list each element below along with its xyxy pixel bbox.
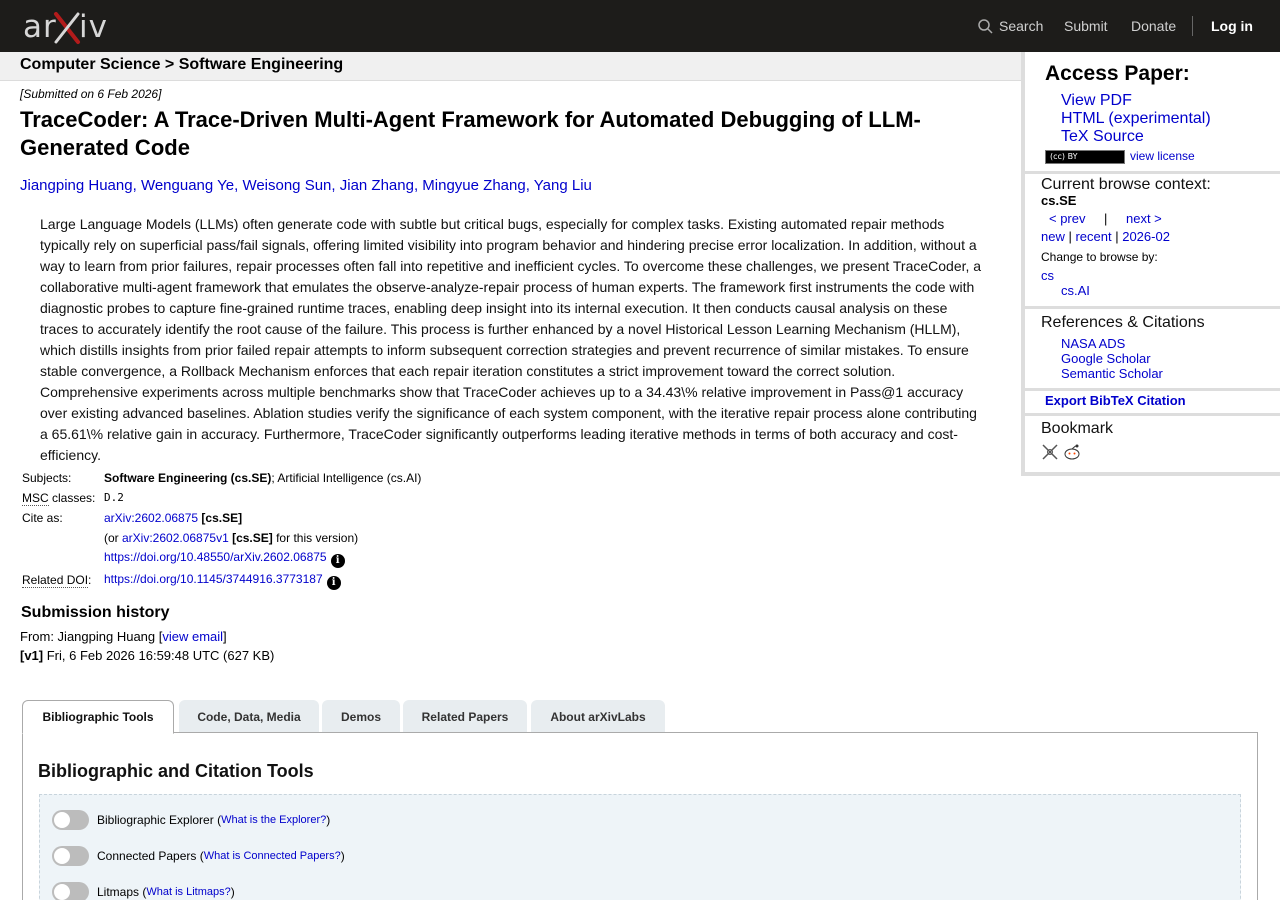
tool-help-link[interactable]: What is Connected Papers?: [203, 850, 341, 862]
related-doi-abbr: Related DOI: [22, 573, 89, 587]
tab-bibliographic-tools[interactable]: Bibliographic Tools: [22, 700, 174, 734]
toggle-switch[interactable]: [52, 846, 89, 866]
logo-text-right: iv: [79, 9, 108, 45]
bookmark-title: Bookmark: [1041, 420, 1114, 437]
arxiv-logo[interactable]: [23, 9, 115, 45]
submission-history-title: Submission history: [21, 604, 170, 621]
cite-version-text: for this version): [272, 531, 359, 545]
paper-title: TraceCoder: A Trace-Driven Multi-Agent Framework for Automated Debugging of LLM-Generated Code: [20, 107, 921, 160]
cite-as-label: Cite as:: [22, 511, 63, 525]
abstract: Large Language Models (LLMs) often generate code with subtle but critical bugs, especially for complex tasks. Existing automated repair methods typically rely on superficial pass/fail signals, offering limited visibility into program behavior and hindering precise error localization. In addition, without a way to learn from prior failures, repair processes often fall into repetitive and inefficient cycles. To overcome these challenges, we present TraceCoder, a collaborative multi-agent framework that emulates the observe-analyze-repair process of human experts. The framework first instruments the code with diagnostic probes to capture fine-grained runtime traces, enabling deep insight into its internal execution. It then conducts causal analysis on these traces to accurately identify the root cause of the failure. This process is further enhanced by a novel Historical Lesson Learning Mechanism (HLLM), which distills insights from prior failed repair attempts to inform subsequent correction strategies and prevent recurrence of similar mistakes. To ensure stable convergence, a Rollback Mechanism enforces that each repair iteration constitutes a strict improvement toward the correct solution. Comprehensive experiments across multiple benchmarks show that TraceCoder achieves up to a 34.43\% relative improvement in Pass@1 accuracy over existing advanced baselines. Ablation studies verify the significance of each system component, with the iterative repair process alone contributing a 65.61\% relative gain in accuracy. Furthermore, TraceCoder significantly outperforms leading iterative methods in terms of both accuracy and cost-efficiency.: [40, 216, 982, 463]
next-link[interactable]: next >: [1126, 211, 1162, 226]
toggle-switch[interactable]: [52, 882, 89, 900]
tool-row-connected-papers: Connected Papers ( What is Connected Papers? ): [52, 846, 345, 866]
tab-about-arxivlabs[interactable]: About arXivLabs: [531, 700, 665, 733]
cite-or-text: (or: [104, 531, 122, 545]
browse-context-block: [1025, 174, 1280, 309]
related-doi-label: [22, 573, 91, 587]
author-link[interactable]: Jiangping Huang: [20, 177, 133, 194]
semantic-scholar-link[interactable]: Semantic Scholar: [1061, 366, 1163, 381]
breadcrumb-bar: [0, 52, 1021, 81]
browse-cs-link[interactable]: cs: [1041, 268, 1054, 283]
login-link[interactable]: Log in: [1211, 18, 1253, 34]
new-link[interactable]: new: [1041, 229, 1065, 244]
references-title: References & Citations: [1041, 314, 1205, 331]
author-link[interactable]: Yang Liu: [533, 177, 592, 194]
nasa-ads-link[interactable]: NASA ADS: [1061, 336, 1126, 351]
version-line: [20, 648, 274, 663]
tool-row-litmaps: Litmaps ( What is Litmaps? ): [52, 882, 235, 900]
author-link[interactable]: Jian Zhang: [339, 177, 414, 194]
tex-source-link[interactable]: TeX Source: [1061, 128, 1144, 145]
info-icon[interactable]: i: [327, 576, 341, 590]
arxiv-v1-link[interactable]: arXiv:2602.06875v1: [122, 531, 229, 545]
tool-name: Bibliographic Explorer: [97, 813, 214, 827]
msc-label: [22, 491, 95, 505]
view-license-link[interactable]: view license: [1130, 149, 1195, 163]
top-bar: [0, 0, 1280, 52]
submitter-suffix: ]: [223, 629, 227, 644]
new-recent-month: new | recent | 2026-02: [1041, 229, 1170, 244]
search-label: Search: [999, 18, 1044, 34]
related-doi-line: [104, 572, 341, 590]
primary-subject: Software Engineering (cs.SE): [104, 471, 272, 485]
view-email-link[interactable]: view email: [162, 629, 224, 644]
tab-related-papers[interactable]: Related Papers: [403, 700, 527, 733]
subjects-value: [104, 471, 421, 485]
author-link[interactable]: Mingyue Zhang: [422, 177, 526, 194]
prev-link[interactable]: < prev: [1049, 211, 1086, 226]
cite-v1-category: [cs.SE]: [228, 531, 273, 545]
tool-row-explorer: Bibliographic Explorer ( What is the Explorer? ): [52, 810, 330, 830]
toggle-switch[interactable]: [52, 810, 89, 830]
submitter-line: [20, 629, 227, 644]
secondary-subjects: ; Artificial Intelligence (cs.AI): [271, 471, 422, 485]
submitter-text: From: Jiangping Huang [: [20, 629, 163, 644]
breadcrumb: Computer Science > Software Engineering: [20, 56, 344, 73]
references-block: [1025, 309, 1280, 391]
sidebar: [1021, 52, 1280, 476]
version-label: [v1]: [20, 648, 44, 663]
export-bibtex-link[interactable]: Export BibTeX Citation: [1045, 393, 1186, 408]
msc-value: D.2: [104, 491, 124, 504]
browse-context-title: Current browse context:: [1041, 176, 1211, 193]
version-text: Fri, 6 Feb 2026 16:59:48 UTC (627 KB): [43, 648, 275, 663]
reddit-icon[interactable]: [1063, 443, 1081, 461]
tool-name: Litmaps: [97, 885, 140, 899]
browse-context-value: cs.SE: [1041, 193, 1077, 208]
tool-help-link[interactable]: What is the Explorer?: [221, 814, 327, 826]
logo-x-icon: [53, 11, 81, 45]
access-paper-block: [1025, 52, 1280, 174]
cite-as-value: [104, 511, 242, 525]
submit-link[interactable]: Submit: [1064, 18, 1108, 34]
prev-next-separator: |: [1104, 211, 1108, 226]
author-link[interactable]: Weisong Sun: [242, 177, 332, 194]
msc-label-rest: classes:: [48, 491, 96, 505]
cc-license-icon[interactable]: (cc) BY: [1045, 150, 1125, 164]
info-icon[interactable]: i: [331, 554, 345, 568]
bibsonomy-icon[interactable]: [1041, 443, 1059, 461]
arxiv-id-link[interactable]: arXiv:2602.06875: [104, 511, 199, 525]
subjects-label: Subjects:: [22, 471, 72, 485]
bibtex-block: [1025, 391, 1280, 416]
recent-link[interactable]: recent: [1075, 229, 1112, 244]
search-icon: [978, 19, 993, 34]
tool-name: Connected Papers: [97, 849, 197, 863]
tab-demos[interactable]: Demos: [322, 700, 400, 733]
related-doi-colon: :: [88, 573, 92, 587]
msc-abbr: MSC: [22, 491, 49, 505]
html-experimental-link[interactable]: HTML (experimental): [1061, 110, 1211, 127]
tab-code-data-media[interactable]: Code, Data, Media: [179, 700, 319, 733]
panel-title: Bibliographic and Citation Tools: [38, 761, 314, 781]
nav-divider: [1192, 16, 1193, 36]
author-link[interactable]: Wenguang Ye: [140, 177, 235, 194]
change-browse-title: Change to browse by:: [1041, 250, 1158, 264]
doi-line: [104, 550, 345, 568]
donate-link[interactable]: Donate: [1131, 18, 1177, 34]
browse-csai-link[interactable]: cs.AI: [1061, 283, 1090, 298]
submission-date: [Submitted on 6 Feb 2026]: [20, 87, 162, 101]
view-pdf-link[interactable]: View PDF: [1061, 92, 1132, 109]
bookmark-icons: [1041, 443, 1081, 461]
logo-text-left: ar: [23, 9, 57, 45]
author-list: Jiangping Huang, Wenguang Ye, Weisong Sun, Jian Zhang, Mingyue Zhang, Yang Liu: [20, 177, 592, 194]
month-link[interactable]: 2026-02: [1122, 229, 1170, 244]
related-doi-link[interactable]: https://doi.org/10.1145/3744916.3773187: [104, 572, 323, 586]
search-link[interactable]: [978, 0, 1043, 52]
google-scholar-link[interactable]: Google Scholar: [1061, 351, 1151, 366]
cite-version-line: [104, 531, 358, 545]
cite-category: [cs.SE]: [198, 511, 243, 525]
access-paper-title: Access Paper:: [1045, 62, 1190, 85]
tool-help-link[interactable]: What is Litmaps?: [146, 886, 231, 898]
doi-link[interactable]: https://doi.org/10.48550/arXiv.2602.06875: [104, 550, 327, 564]
